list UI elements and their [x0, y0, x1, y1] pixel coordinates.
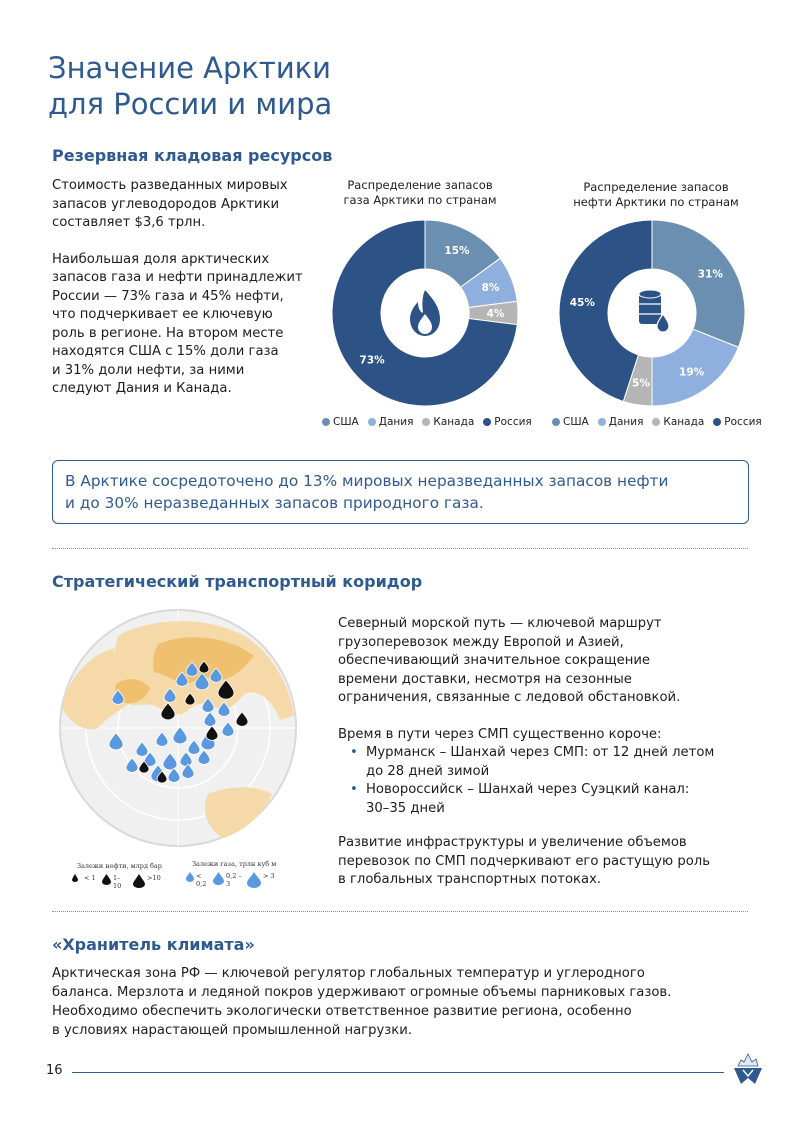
legend-swatch — [652, 418, 660, 426]
gas-chart-legend — [322, 416, 532, 428]
transport-para-1 — [338, 615, 758, 708]
text-line: баланса. Мерзлота и ледяной покров удерживают огромные объемы парниковых газов. — [52, 985, 672, 1000]
text-line: в условиях нарастающей промышленной нагрузки. — [52, 1023, 413, 1038]
text-line: что подчеркивает ее ключевую — [52, 307, 273, 322]
donut-data-label: 5% — [632, 377, 650, 390]
gas-legend-item: < 0,2 — [196, 872, 207, 888]
section-divider — [52, 911, 748, 912]
text-line: Арктическая зона РФ — ключевой регулятор глобальных температур и углеродного — [52, 966, 645, 981]
legend-label: США — [563, 416, 589, 428]
legend-entry-russia — [713, 416, 761, 428]
gas-chart-title — [325, 178, 515, 208]
oil-legend-item: 1–10 — [113, 874, 122, 890]
legend-label: Канада — [433, 416, 475, 428]
text-line: находятся США с 15% доли газа — [52, 344, 279, 359]
legend-entry-canada — [652, 416, 704, 428]
text-line: обеспечивающий значительное сокращение — [338, 653, 651, 668]
legend-label: Россия — [724, 416, 762, 428]
legend-swatch — [713, 418, 721, 426]
arctic-map — [58, 608, 298, 848]
text-line: в глобальных транспортных потоках. — [338, 872, 602, 887]
page-title-line-2: для России и мира — [48, 87, 333, 121]
oil-chart-legend — [552, 416, 762, 428]
legend-entry-usa — [552, 416, 589, 428]
donut-data-label: 31% — [697, 268, 723, 281]
chart-title-line: газа Арктики по странам — [343, 193, 497, 207]
text-line: составляет $3,6 трлн. — [52, 215, 206, 230]
legend-label: США — [333, 416, 359, 428]
chart-title-line: Распределение запасов — [347, 178, 493, 192]
page-title — [48, 50, 408, 122]
donut-data-label: 8% — [481, 282, 500, 295]
transit-time-list — [338, 744, 758, 818]
text-line: • Новороссийск – Шанхай через Суэцкий канал: — [366, 782, 690, 797]
text-line: Наибольшая доля арктических — [52, 251, 270, 267]
donut-data-label: 73% — [359, 354, 385, 367]
text-line: следуют Дания и Канада. — [52, 381, 232, 396]
section-divider — [52, 548, 748, 549]
resources-text — [52, 177, 332, 399]
legend-label: Дания — [378, 416, 414, 428]
climate-text — [52, 964, 772, 1040]
resources-para-2 — [52, 251, 332, 399]
oil-legend-item: >10 — [147, 874, 161, 882]
text-line: запасов углеводородов Арктики — [52, 196, 280, 212]
oil-chart-title — [558, 180, 754, 210]
text-line: и 31% доли нефти, за ними — [52, 362, 245, 378]
page-title-line-1: Значение Арктики — [48, 51, 332, 85]
text-line: времени доставки, несмотря на сезонные — [338, 671, 632, 687]
legend-label: Дания — [608, 416, 644, 428]
oil-deposit-legend — [72, 862, 162, 890]
text-line: ограничения, связанные с ледовой обстановкой. — [338, 690, 681, 705]
legend-entry-canada — [422, 416, 474, 428]
gas-legend-item: 0,2 – 3 — [226, 872, 242, 888]
legend-swatch — [422, 418, 430, 426]
legend-swatch — [368, 418, 376, 426]
oil-legend-title: Залежи нефти, млрд бар — [77, 862, 162, 870]
gas-drop-large-icon — [247, 872, 261, 888]
legend-label: Канада — [663, 416, 705, 428]
transport-para-3 — [338, 834, 758, 890]
oil-legend-item: < 1 — [84, 874, 96, 882]
page-number: 16 — [46, 1063, 63, 1078]
chart-title-line: нефти Арктики по странам — [573, 195, 739, 209]
text-line: перевозок по СМП подчеркивают его растущую роль — [338, 853, 710, 869]
oil-drop-large-icon — [133, 874, 145, 888]
text-line: Стоимость разведанных мировых — [52, 178, 288, 193]
gas-donut-chart — [330, 218, 520, 408]
chart-title-line: Распределение запасов — [583, 180, 729, 194]
text-line: • Мурманск – Шанхай через СМП: от 12 дней летом — [366, 745, 715, 760]
text-line: Северный морской путь — ключевой маршрут — [338, 616, 662, 631]
callout-line: и до 30% неразведанных запасов природного газа. — [65, 494, 484, 512]
callout-line: В Арктике сосредоточено до 13% мировых неразведанных запасов нефти — [65, 472, 669, 490]
legend-entry-denmark — [598, 416, 644, 428]
text-line: России — 73% газа и 45% нефти, — [52, 288, 284, 304]
gas-deposit-legend — [186, 860, 286, 888]
text-line: Развитие инфраструктуры и увеличение объемов — [338, 835, 687, 850]
legend-swatch — [483, 418, 491, 426]
unexplored-reserves-callout — [52, 460, 749, 524]
text-line: 30–35 дней — [366, 800, 445, 816]
text-line: роль в регионе. На втором месте — [52, 325, 284, 341]
legend-label: Россия — [494, 416, 532, 428]
text-line: запасов газа и нефти принадлежит — [52, 270, 303, 285]
transport-para-2: Время в пути через СМП существенно короче: — [338, 726, 662, 742]
legend-entry-denmark — [368, 416, 414, 428]
iceberg-logo-icon — [731, 1052, 765, 1086]
transport-text — [338, 615, 758, 890]
list-item — [366, 781, 758, 818]
gas-drop-medium-icon — [213, 872, 224, 885]
oil-drop-small-icon — [72, 874, 78, 882]
legend-swatch — [322, 418, 330, 426]
donut-data-label: 4% — [486, 308, 505, 320]
text-line: до 28 дней зимой — [366, 763, 490, 779]
gas-legend-item: > 3 — [263, 872, 275, 880]
section-heading-resources: Резервная кладовая ресурсов — [52, 146, 333, 165]
footer-rule — [72, 1072, 724, 1073]
gas-drop-small-icon — [186, 872, 194, 882]
list-item — [366, 744, 758, 781]
text-line: Необходимо обеспечить экологически ответственное развитие региона, особенно — [52, 1004, 632, 1019]
legend-entry-usa — [322, 416, 359, 428]
oil-donut-chart — [557, 218, 747, 408]
donut-data-label: 19% — [679, 366, 705, 379]
section-heading-transport: Стратегический транспортный коридор — [52, 572, 423, 591]
donut-data-label: 15% — [444, 245, 470, 258]
legend-swatch — [552, 418, 560, 426]
section-heading-climate: «Хранитель климата» — [52, 935, 255, 954]
resources-para-1 — [52, 177, 332, 233]
donut-data-label: 45% — [569, 296, 595, 309]
legend-entry-russia — [483, 416, 531, 428]
oil-drop-medium-icon — [102, 874, 111, 885]
text-line: грузоперевозок между Европой и Азией, — [338, 634, 624, 650]
legend-swatch — [598, 418, 606, 426]
gas-legend-title: Залежи газа, трлн куб м — [192, 860, 277, 868]
